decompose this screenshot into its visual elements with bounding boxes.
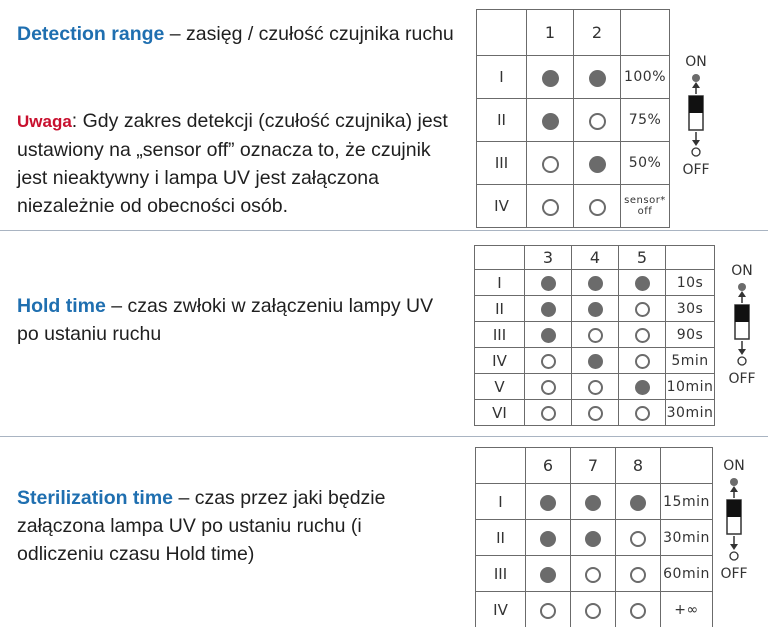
warning-label: Uwaga: [17, 112, 72, 131]
switch-state-cell: [572, 400, 619, 426]
switch-state-cell: [527, 185, 574, 228]
setting-value: sensor* off: [621, 185, 670, 228]
table-row: [475, 296, 715, 322]
switch-state-cell: [619, 322, 666, 348]
header-empty-cell: [477, 10, 527, 56]
switch-state-cell: [572, 296, 619, 322]
switch-state-cell: [616, 556, 661, 592]
table-row: [475, 400, 715, 426]
header-empty-cell: [475, 246, 525, 270]
switch-state-cell: [525, 374, 572, 400]
table-row: [476, 556, 713, 592]
setting-value: 60min: [661, 556, 713, 592]
sterilization-time-description: [17, 484, 437, 568]
hold-time-description: [17, 292, 457, 348]
sterilization-time-term: Sterilization time: [17, 487, 174, 509]
switch-number-header: 4: [572, 246, 619, 270]
switch-on-dot-icon: [541, 276, 556, 291]
switch-on-dot-icon: [540, 531, 556, 547]
switch-on-dot-icon: [585, 531, 601, 547]
switch-state-cell: [527, 99, 574, 142]
setting-level-label: IV: [476, 592, 526, 627]
detection-range-dip-switch: [666, 54, 726, 178]
dip-switch-icon: [686, 72, 706, 160]
table-row: [475, 348, 715, 374]
switch-off-dot-icon: [585, 603, 601, 619]
switch-on-dot-icon: [542, 113, 559, 130]
switch-off-dot-icon: [588, 380, 603, 395]
switch-state-cell: [574, 185, 621, 228]
setting-level-label: I: [475, 270, 525, 296]
setting-value: 10min: [666, 374, 715, 400]
switch-on-dot-icon: [589, 70, 606, 87]
switch-off-dot-icon: [635, 302, 650, 317]
switch-on-dot-icon: [635, 380, 650, 395]
switch-state-cell: [525, 348, 572, 374]
switch-off-dot-icon: [540, 603, 556, 619]
switch-on-dot-icon: [588, 302, 603, 317]
switch-state-cell: [572, 374, 619, 400]
table-row: [475, 270, 715, 296]
setting-value: 5min: [666, 348, 715, 374]
switch-off-dot-icon: [541, 354, 556, 369]
switch-state-cell: [526, 484, 571, 520]
switch-on-dot-icon: [540, 495, 556, 511]
setting-level-label: II: [475, 296, 525, 322]
table-row: [477, 142, 670, 185]
switch-on-dot-icon: [588, 276, 603, 291]
header-empty-cell: [666, 246, 715, 270]
switch-off-dot-icon: [542, 156, 559, 173]
switch-on-label: ON: [685, 54, 707, 70]
switch-on-label: ON: [731, 263, 753, 279]
warning-note: [17, 107, 462, 220]
detection-range-dip-table: [476, 9, 670, 228]
switch-off-dot-icon: [542, 199, 559, 216]
hold-time-dip-switch: [712, 263, 768, 387]
switch-state-cell: [526, 520, 571, 556]
setting-value: 15min: [661, 484, 713, 520]
switch-off-dot-icon: [635, 406, 650, 421]
switch-off-dot-icon: [630, 531, 646, 547]
setting-value: 90s: [666, 322, 715, 348]
switch-on-dot-icon: [542, 70, 559, 87]
switch-state-cell: [574, 142, 621, 185]
switch-state-cell: [571, 520, 616, 556]
setting-value: 50%: [621, 142, 670, 185]
switch-state-cell: [572, 348, 619, 374]
switch-on-dot-icon: [541, 328, 556, 343]
switch-on-dot-icon: [541, 302, 556, 317]
setting-level-label: II: [477, 99, 527, 142]
table-row: [477, 185, 670, 228]
switch-off-dot-icon: [541, 380, 556, 395]
switch-number-header: 7: [571, 448, 616, 484]
switch-state-cell: [527, 56, 574, 99]
switch-number-header: 5: [619, 246, 666, 270]
setting-level-label: IV: [477, 185, 527, 228]
switch-state-cell: [616, 484, 661, 520]
switch-on-dot-icon: [589, 156, 606, 173]
switch-on-dot-icon: [630, 495, 646, 511]
switch-state-cell: [619, 296, 666, 322]
warning-text: : Gdy zakres detekcji (czułość czujnika) jest ustawiony na „sensor off” oznacza to, że czujnik jest nieaktywny i lampa UV jest załączona niezależnie od obecności osób.: [17, 110, 448, 217]
header-empty-cell: [476, 448, 526, 484]
setting-level-label: III: [477, 142, 527, 185]
setting-value: 100%: [621, 56, 670, 99]
table-row: [476, 592, 713, 627]
switch-off-dot-icon: [589, 199, 606, 216]
switch-number-header: 1: [527, 10, 574, 56]
setting-value: 75%: [621, 99, 670, 142]
switch-state-cell: [616, 520, 661, 556]
switch-state-cell: [526, 592, 571, 627]
setting-level-label: III: [475, 322, 525, 348]
setting-level-label: IV: [475, 348, 525, 374]
setting-level-label: II: [476, 520, 526, 556]
sterilization-time-dip-table: [475, 447, 713, 627]
switch-on-dot-icon: [540, 567, 556, 583]
dip-switch-icon: [732, 281, 752, 369]
hold-time-dip-table: [474, 245, 715, 426]
switch-state-cell: [619, 374, 666, 400]
setting-value: 10s: [666, 270, 715, 296]
setting-level-label: I: [476, 484, 526, 520]
switch-state-cell: [571, 484, 616, 520]
switch-state-cell: [619, 270, 666, 296]
switch-off-dot-icon: [635, 354, 650, 369]
detection-range-term: Detection range: [17, 23, 165, 45]
switch-state-cell: [619, 348, 666, 374]
switch-state-cell: [619, 400, 666, 426]
table-row: [476, 520, 713, 556]
sterilization-time-dip-switch: [704, 458, 764, 582]
switch-off-dot-icon: [630, 603, 646, 619]
switch-off-dot-icon: [585, 567, 601, 583]
switch-off-dot-icon: [630, 567, 646, 583]
hold-time-text: – czas zwłoki w załączeniu lampy UV po ustaniu ruchu: [17, 295, 434, 345]
switch-state-cell: [616, 592, 661, 627]
detection-range-description: [17, 20, 457, 48]
switch-number-header: 8: [616, 448, 661, 484]
setting-level-label: VI: [475, 400, 525, 426]
setting-value: 30s: [666, 296, 715, 322]
switch-on-dot-icon: [588, 354, 603, 369]
switch-state-cell: [525, 270, 572, 296]
setting-value: 30min: [666, 400, 715, 426]
setting-level-label: V: [475, 374, 525, 400]
switch-state-cell: [525, 296, 572, 322]
switch-state-cell: [525, 400, 572, 426]
switch-state-cell: [571, 556, 616, 592]
switch-state-cell: [571, 592, 616, 627]
header-empty-cell: [621, 10, 670, 56]
switch-off-label: OFF: [720, 566, 748, 582]
switch-state-cell: [526, 556, 571, 592]
table-row: [477, 56, 670, 99]
detection-range-text: – zasięg / czułość czujnika ruchu: [164, 23, 454, 45]
setting-value: 30min: [661, 520, 713, 556]
switch-state-cell: [525, 322, 572, 348]
switch-off-dot-icon: [541, 406, 556, 421]
switch-off-dot-icon: [589, 113, 606, 130]
table-row: [475, 374, 715, 400]
switch-state-cell: [574, 99, 621, 142]
table-row: [476, 484, 713, 520]
sterilization-time-text: – czas przez jaki będzie załączona lampa UV po ustaniu ruchu (i odliczeniu czasu Hold time): [17, 487, 386, 565]
switch-on-label: ON: [723, 458, 745, 474]
switch-on-dot-icon: [635, 276, 650, 291]
switch-off-label: OFF: [728, 371, 756, 387]
table-row: [475, 322, 715, 348]
switch-number-header: 2: [574, 10, 621, 56]
dip-switch-icon: [724, 476, 744, 564]
switch-on-dot-icon: [585, 495, 601, 511]
setting-value: +∞: [661, 592, 713, 627]
switch-off-dot-icon: [588, 406, 603, 421]
setting-level-label: I: [477, 56, 527, 99]
switch-state-cell: [572, 270, 619, 296]
hold-time-term: Hold time: [17, 295, 106, 317]
switch-state-cell: [527, 142, 574, 185]
switch-state-cell: [574, 56, 621, 99]
switch-off-dot-icon: [635, 328, 650, 343]
switch-state-cell: [572, 322, 619, 348]
setting-level-label: III: [476, 556, 526, 592]
table-row: [477, 99, 670, 142]
switch-number-header: 3: [525, 246, 572, 270]
switch-off-label: OFF: [682, 162, 710, 178]
switch-number-header: 6: [526, 448, 571, 484]
switch-off-dot-icon: [588, 328, 603, 343]
